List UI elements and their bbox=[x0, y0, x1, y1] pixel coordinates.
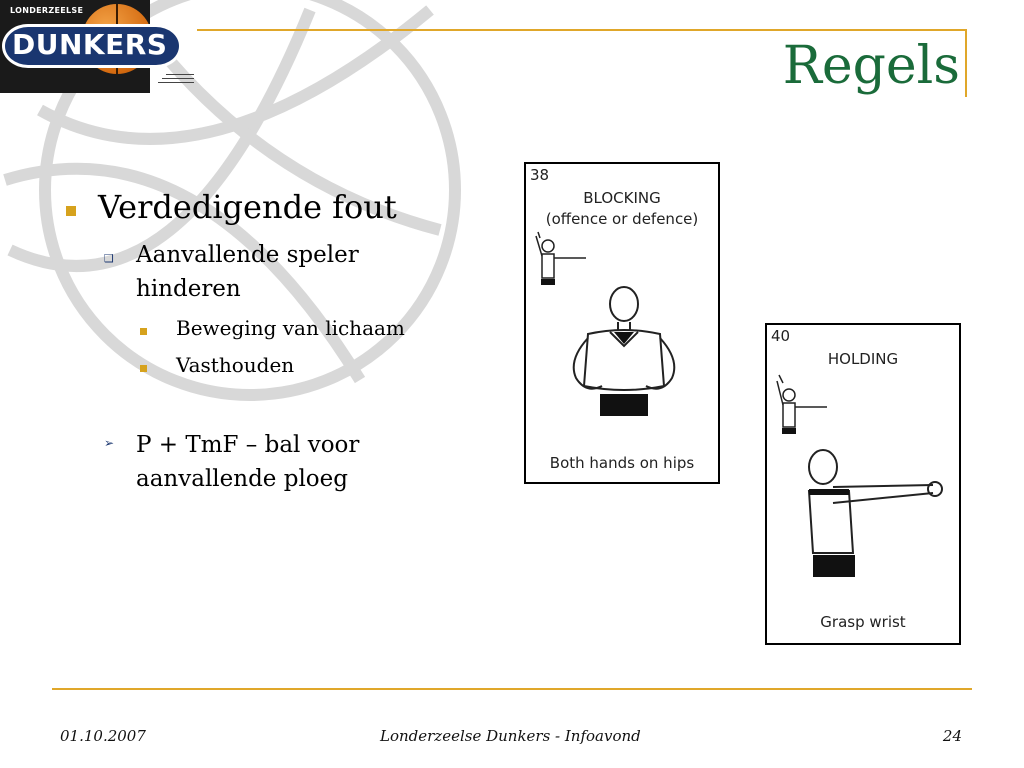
signal-card-holding bbox=[765, 323, 961, 645]
referee-small-figure-icon bbox=[773, 375, 833, 437]
logo-lines-decoration bbox=[150, 30, 196, 90]
bullet-level1-text: Verdedigende fout bbox=[98, 188, 397, 226]
square-bullet-icon bbox=[66, 206, 76, 216]
hollow-square-bullet-icon: ❑ bbox=[104, 252, 114, 265]
card-number: 38 bbox=[530, 166, 550, 184]
logo-main-text: DUNKERS bbox=[12, 28, 168, 61]
slide-title: Regels bbox=[782, 36, 960, 96]
square-bullet-icon bbox=[140, 365, 147, 372]
card-heading-line2: (offence or defence) bbox=[545, 210, 699, 228]
club-logo bbox=[0, 0, 168, 93]
arrowhead-bullet-icon: ➢ bbox=[104, 436, 115, 450]
card-heading bbox=[767, 349, 959, 370]
footer-date: 01.10.2007 bbox=[60, 727, 146, 745]
signal-card-blocking bbox=[524, 162, 720, 484]
title-rule-vertical bbox=[965, 29, 967, 97]
bullet-level3-text: Beweging van lichaam bbox=[176, 316, 405, 340]
card-heading bbox=[526, 188, 718, 230]
square-bullet-icon bbox=[140, 328, 147, 335]
bullet-arrow-text: P + TmF – bal voor aanvallende ploeg bbox=[136, 432, 360, 492]
title-rule bbox=[197, 29, 967, 31]
card-caption: Both hands on hips bbox=[549, 454, 695, 472]
referee-hands-on-hips-icon bbox=[560, 282, 690, 430]
logo-top-text: LONDERZEELSE bbox=[10, 6, 84, 15]
bullet-level2-text: Aanvallende speler hinderen bbox=[136, 242, 359, 302]
card-number: 40 bbox=[771, 327, 791, 345]
referee-grasp-wrist-icon bbox=[793, 445, 953, 585]
slide-number: 24 bbox=[942, 727, 962, 745]
footer-rule bbox=[52, 688, 972, 690]
card-heading-line1: BLOCKING bbox=[583, 189, 661, 207]
footer-title: Londerzeelse Dunkers - Infoavond bbox=[380, 727, 641, 745]
card-caption: Grasp wrist bbox=[820, 613, 906, 631]
bullet-level3-text: Vasthouden bbox=[176, 353, 295, 377]
card-heading-line1: HOLDING bbox=[827, 350, 899, 368]
